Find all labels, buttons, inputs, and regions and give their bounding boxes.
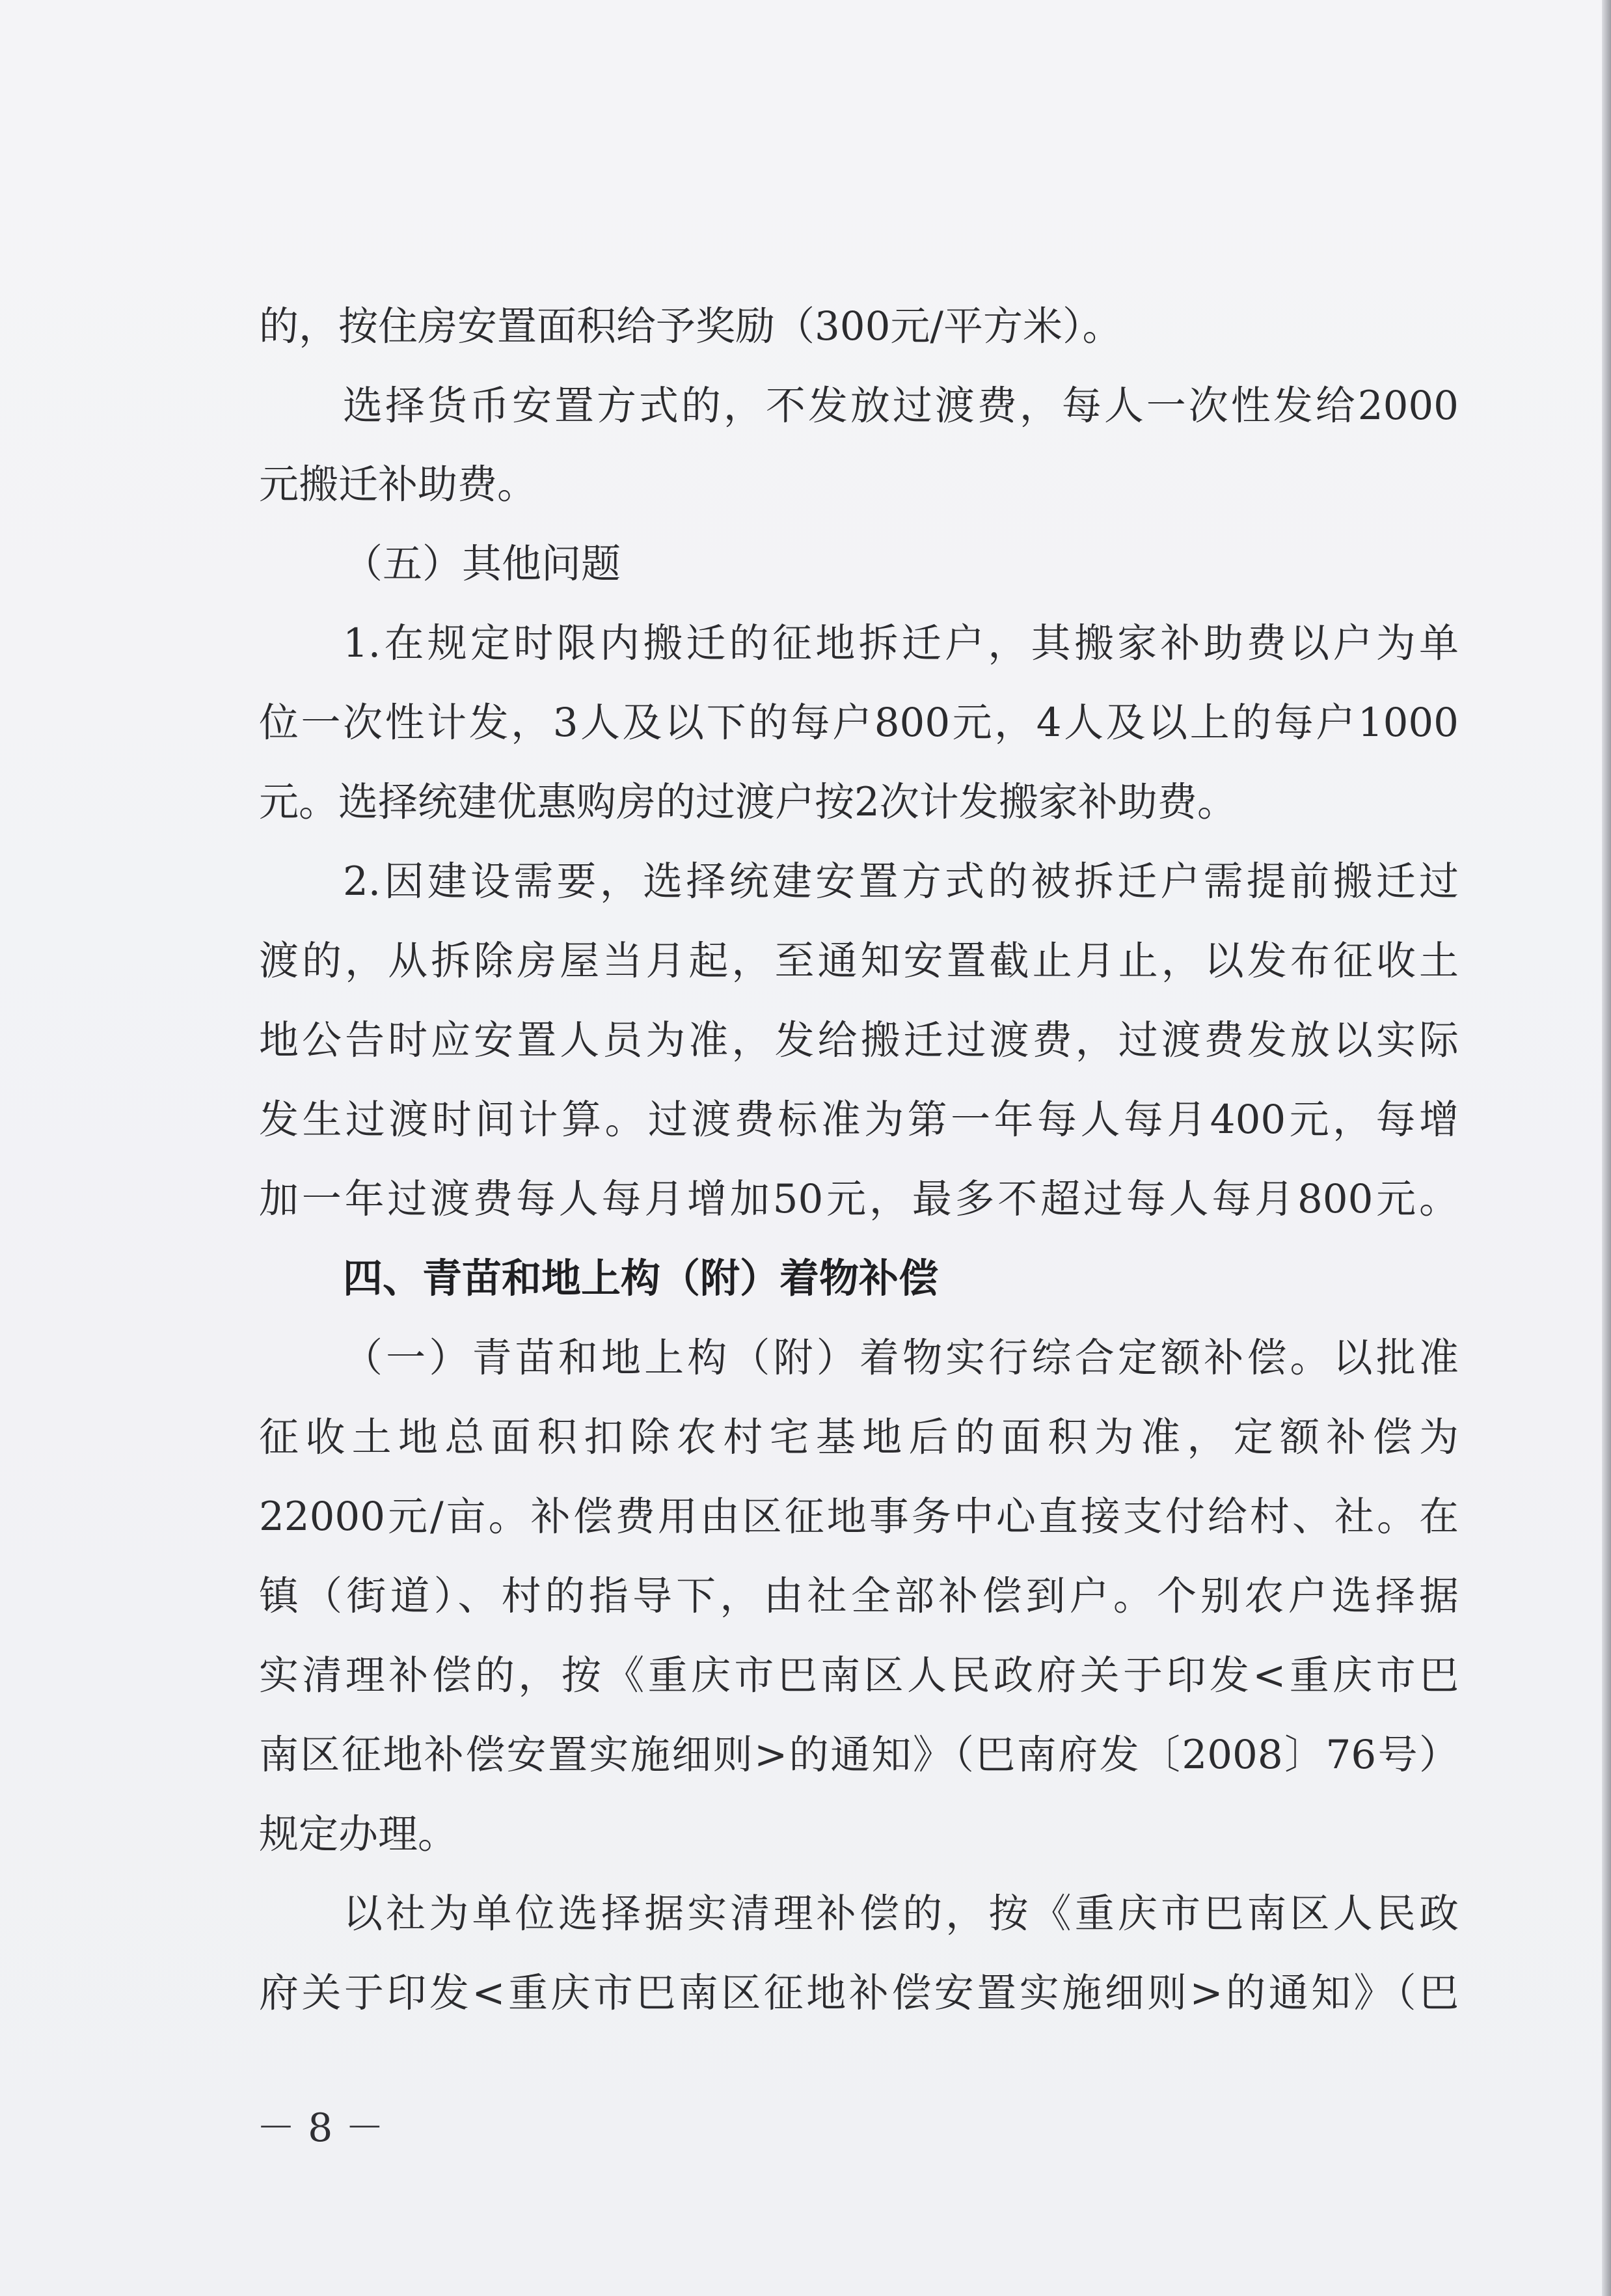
text-line-22: 府关于印发<重庆市巴南区征地补偿安置实施细则>的通知》（巴 — [259, 1970, 1459, 2016]
text-line-3: 元搬迁补助费。 — [259, 461, 537, 508]
page-number: － 8 － — [256, 2105, 385, 2151]
text-line-21: 以社为单位选择据实清理补偿的，按《重庆市巴南区人民政 — [343, 1891, 1459, 1937]
text-line-18: 实清理补偿的，按《重庆市巴南区人民政府关于印发<重庆市巴 — [259, 1652, 1459, 1699]
section-heading-4: 四、青苗和地上构（附）着物补偿 — [343, 1255, 939, 1302]
text-line-1: 的，按住房安置面积给予奖励（300元/平方米）。 — [259, 303, 1122, 349]
text-line-14: （一）青苗和地上构（附）着物实行综合定额补偿。以批准 — [343, 1335, 1459, 1381]
text-line-17: 镇（街道）、村的指导下，由社全部补偿到户。个别农户选择据 — [259, 1573, 1459, 1619]
text-line-7: 元。选择统建优惠购房的过渡户按2次计发搬家补助费。 — [259, 779, 1237, 825]
text-line-11: 发生过渡时间计算。过渡费标准为第一年每人每月400元，每增 — [259, 1097, 1459, 1143]
text-line-8: 2.因建设需要，选择统建安置方式的被拆迁户需提前搬迁过 — [343, 858, 1459, 905]
section-subheading-5: （五）其他问题 — [343, 541, 621, 587]
scan-border — [1602, 0, 1611, 2296]
text-line-15: 征收土地总面积扣除农村宅基地后的面积为准，定额补偿为 — [259, 1414, 1459, 1460]
text-line-2: 选择货币安置方式的，不发放过渡费，每人一次性发给2000 — [343, 383, 1459, 429]
text-line-12: 加一年过渡费每人每月增加50元，最多不超过每人每月800元。 — [259, 1176, 1459, 1222]
text-line-10: 地公告时应安置人员为准，发给搬迁过渡费，过渡费发放以实际 — [259, 1017, 1459, 1063]
text-line-19: 南区征地补偿安置实施细则>的通知》（巴南府发〔2008〕76号） — [259, 1732, 1459, 1778]
text-line-5: 1.在规定时限内搬迁的征地拆迁户，其搬家补助费以户为单 — [343, 620, 1459, 666]
text-line-20: 规定办理。 — [259, 1811, 458, 1857]
text-line-9: 渡的，从拆除房屋当月起，至通知安置截止月止，以发布征收土 — [259, 938, 1459, 984]
text-line-6: 位一次性计发，3人及以下的每户800元，4人及以上的每户1000 — [259, 700, 1459, 746]
text-line-16: 22000元/亩。补偿费用由区征地事务中心直接支付给村、社。在 — [259, 1494, 1459, 1540]
